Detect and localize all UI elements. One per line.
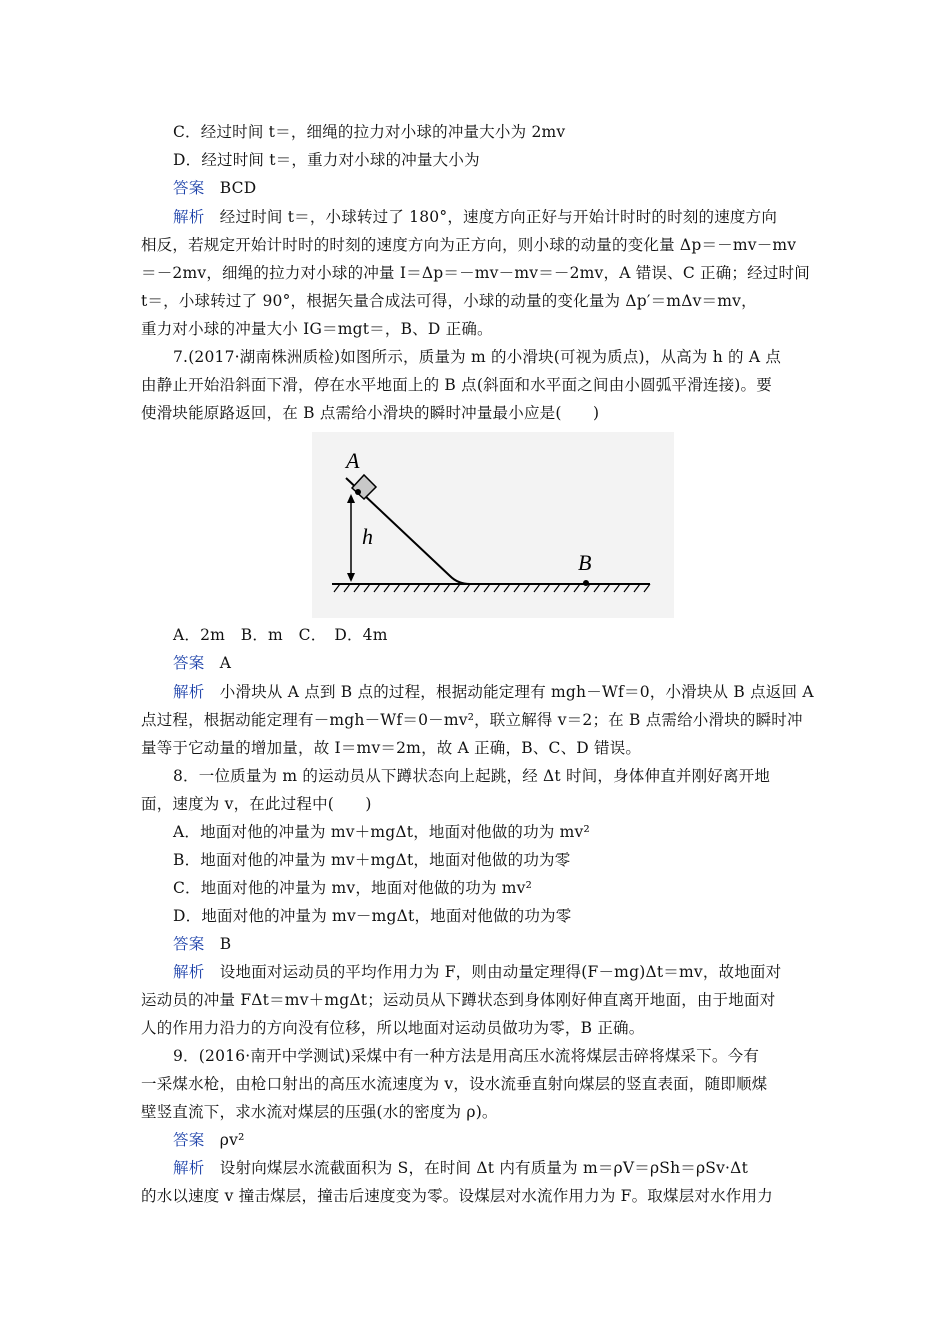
analysis-label: 解析 (173, 1159, 205, 1177)
q9-analysis-line-1 (0, 1157, 950, 1179)
q7-options: A．2m B．m C． D．4m (173, 626, 388, 644)
height-arrow-top (347, 494, 355, 503)
answer-label: 答案 (173, 935, 205, 953)
answer-label: 答案 (173, 179, 205, 197)
q6-analysis-line-3: ＝－2mv，细绳的拉力对小球的冲量 I＝Δp＝－mv－mv＝－2mv，A 错误、C 正确；经过时间 (141, 264, 810, 282)
q7-analysis-line-1 (0, 681, 950, 703)
q6-analysis-line-2: 相反，若规定开始计时时的时刻的速度方向为正方向，则小球的动量的变化量 Δp＝－mv－mv (141, 236, 797, 254)
q8-analysis-line-1 (0, 961, 950, 983)
incline-figure (312, 432, 674, 618)
q9-analysis-line-2: 的水以速度 v 撞击煤层，撞击后速度变为零。设煤层对水流作用力为 F。取煤层对水作用力 (141, 1187, 773, 1205)
q8-stem-line-2: 面，速度为 v，在此过程中( ) (141, 795, 372, 813)
q7-analysis-line-2: 点过程，根据动能定理有－mgh－Wf＝0－mv²，联立解得 v＝2；在 B 点需给小滑块的瞬时冲 (141, 711, 803, 729)
analysis-label: 解析 (173, 963, 205, 981)
label-b: B (578, 550, 592, 575)
q6-analysis-line-5: 重力对小球的冲量大小 IG＝mgt＝，B、D 正确。 (141, 320, 493, 338)
q7-stem-line-1: 7.(2017·湖南株洲质检)如图所示，质量为 m 的小滑块(可视为质点)，从高为 h 的 A 点 (173, 348, 782, 366)
q6-answer (0, 177, 950, 199)
q9-stem-line-2: 一采煤水枪，由枪口射出的高压水流速度为 v，设水流垂直射向煤层的竖直表面，随即顺煤 (141, 1075, 768, 1093)
q7-analysis-line-3: 量等于它动量的增加量，故 I＝mv＝2m，故 A 正确，B、C、D 错误。 (141, 739, 642, 757)
analysis-text: 小滑块从 A 点到 B 点的过程，根据动能定理有 mgh－Wf＝0，小滑块从 B 点返回 A (219, 683, 814, 701)
analysis-label: 解析 (173, 208, 205, 226)
q9-stem-line-3: 壁竖直流下，求水流对煤层的压强(水的密度为 ρ)。 (141, 1103, 498, 1121)
q8-stem-line-1: 8．一位质量为 m 的运动员从下蹲状态向上起跳，经 Δt 时间，身体伸直并刚好离开地 (173, 767, 771, 785)
ground-hatching (334, 584, 650, 592)
q8-option-b: B．地面对他的冲量为 mv＋mgΔt，地面对他做的功为零 (173, 851, 571, 869)
q6-analysis-line-1 (0, 206, 950, 228)
sliding-block (352, 475, 376, 499)
answer-value: BCD (219, 179, 257, 197)
q9-stem-line-1: 9．(2016·南开中学测试)采煤中有一种方法是用高压水流将煤层击碎将煤采下。今有 (173, 1047, 760, 1065)
analysis-text: 设射向煤层水流截面积为 S，在时间 Δt 内有质量为 m＝ρV＝ρSh＝ρSv·Δt (219, 1159, 749, 1177)
point-b-dot (583, 580, 589, 586)
q8-option-d: D．地面对他的冲量为 mv－mgΔt，地面对他做的功为零 (173, 907, 572, 925)
q6-option-d: D．经过时间 t＝，重力对小球的冲量大小为 (173, 151, 480, 169)
answer-label: 答案 (173, 654, 205, 672)
height-arrow-bottom (347, 573, 355, 582)
analysis-text: 经过时间 t＝，小球转过了 180°，速度方向正好与开始计时时的时刻的速度方向 (219, 208, 778, 226)
q7-stem-line-3: 使滑块能原路返回，在 B 点需给小滑块的瞬时冲量最小应是( ) (141, 404, 600, 422)
q9-answer (0, 1129, 950, 1151)
analysis-text: 设地面对运动员的平均作用力为 F，则由动量定理得(F－mg)Δt＝mv，故地面对 (219, 963, 782, 981)
answer-value: ρv² (219, 1131, 245, 1149)
q6-option-c: C．经过时间 t＝，细绳的拉力对小球的冲量大小为 2mv (173, 123, 566, 141)
q6-analysis-line-4: t＝，小球转过了 90°，根据矢量合成法可得，小球的动量的变化量为 Δp′＝mΔv＝mv， (141, 292, 757, 310)
answer-value: B (219, 935, 232, 953)
q8-analysis-line-3: 人的作用力沿力的方向没有位移，所以地面对运动员做功为零，B 正确。 (141, 1019, 645, 1037)
analysis-label: 解析 (173, 683, 205, 701)
answer-value: A (219, 654, 232, 672)
label-h: h (362, 524, 373, 549)
point-a-dot (355, 489, 361, 495)
q8-option-c: C．地面对他的冲量为 mv，地面对他做的功为 mv² (173, 879, 533, 897)
q7-answer (0, 652, 950, 674)
q8-option-a: A．地面对他的冲量为 mv＋mgΔt，地面对他做的功为 mv² (173, 823, 590, 841)
q8-answer (0, 933, 950, 955)
label-a: A (346, 448, 360, 473)
answer-label: 答案 (173, 1131, 205, 1149)
incline-diagram (312, 432, 674, 618)
q7-stem-line-2: 由静止开始沿斜面下滑，停在水平地面上的 B 点(斜面和水平面之间由小圆弧平滑连接)。要 (141, 376, 772, 394)
q8-analysis-line-2: 运动员的冲量 FΔt＝mv＋mgΔt；运动员从下蹲状态到身体刚好伸直离开地面，由于地面对 (141, 991, 776, 1009)
